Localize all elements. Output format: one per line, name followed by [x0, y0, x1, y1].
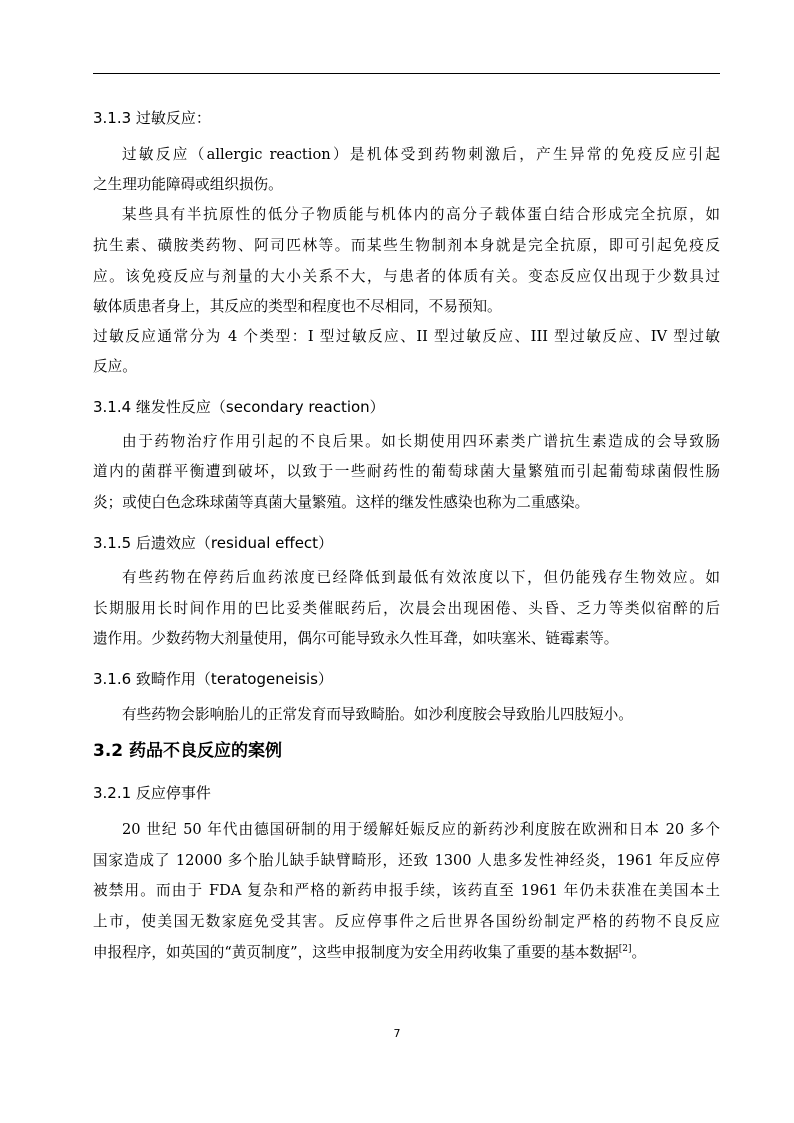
paragraph-line: 有些药物在停药后血药浓度已经降低到最低有效浓度以下，但仍能残存生物效应。如 [122, 569, 720, 586]
paragraph-line: 20 世纪 50 年代由德国研制的用于缓解妊娠反应的新药沙利度胺在欧洲和日本 20 多个 [122, 821, 720, 838]
section-heading-3-2-1: 3.2.1 反应停事件 [93, 784, 211, 802]
paragraph-line: 上市，使美国无数家庭免受其害。反应停事件之后世界各国纷纷制定严格的药物不良反应 [93, 913, 720, 930]
paragraph-line: 遗作用。少数药物大剂量使用，偶尔可能导致永久性耳聋，如呋塞米、链霉素等。 [93, 630, 619, 647]
paragraph-line: 过敏反应通常分为 4 个类型：I 型过敏反应、II 型过敏反应、III 型过敏反应、IV 型过敏 [93, 328, 720, 345]
paragraph-line: 炎；或使白色念珠球菌等真菌大量繁殖。这样的继发性感染也称为二重感染。 [93, 494, 590, 511]
section-heading-3-1-3: 3.1.3 过敏反应： [93, 109, 211, 127]
paragraph-line: 过敏反应（allergic reaction）是机体受到药物刺激后，产生异常的免疫反应引起 [122, 146, 720, 163]
paragraph-line: 之生理功能障碍或组织损伤。 [93, 176, 283, 193]
paragraph-line: 被禁用。而由于 FDA 复杂和严格的新药申报手续，该药直至 1961 年仍未获准在美国本土 [93, 882, 720, 899]
paragraph-line: 抗生素、磺胺类药物、阿司匹林等。而某些生物制剂本身就是完全抗原，即可引起免疫反 [93, 237, 720, 254]
paragraph-line: 应。该免疫反应与剂量的大小关系不大，与患者的体质有关。变态反应仅出现于少数具过 [93, 268, 720, 285]
page-number: 7 [393, 1027, 401, 1040]
paragraph-line: 有些药物会影响胎儿的正常发育而导致畸胎。如沙利度胺会导致胎儿四肢短小。 [122, 706, 633, 723]
paragraph-line: 长期服用长时间作用的巴比妥类催眠药后，次晨会出现困倦、头昏、乏力等类似宿醉的后 [93, 600, 720, 617]
paragraph-line-with-citation [93, 943, 720, 963]
paragraph-line: 某些具有半抗原性的低分子物质能与机体内的高分子载体蛋白结合形成完全抗原，如 [122, 206, 720, 223]
paragraph-line: 由于药物治疗作用引起的不良后果。如长期使用四环素类广谱抗生素造成的会导致肠 [122, 433, 720, 450]
paragraph-line: 道内的菌群平衡遭到破坏，以致于一些耐药性的葡萄球菌大量繁殖而引起葡萄球菌假性肠 [93, 463, 720, 480]
paragraph-line: 敏体质患者身上，其反应的类型和程度也不尽相同，不易预知。 [93, 298, 502, 315]
paragraph-line: 国家造成了 12000 多个胎儿缺手缺臂畸形，还致 1300 人患多发性神经炎，1961 年反应停 [93, 852, 720, 869]
section-heading-3-1-5: 3.1.5 后遗效应（residual effect） [93, 534, 334, 552]
paragraph-line: 反应。 [93, 358, 137, 375]
section-heading-3-2: 3.2 药品不良反应的案例 [93, 741, 283, 761]
section-heading-3-1-6: 3.1.6 致畸作用（teratogeneisis） [93, 670, 333, 688]
citation-ref[interactable]: [2] [618, 944, 632, 955]
header-rule [93, 73, 720, 74]
section-heading-3-1-4: 3.1.4 继发性反应（secondary reaction） [93, 398, 385, 416]
paragraph-text: 申报程序，如英国的“黄页制度”，这些申报制度为安全用药收集了重要的基本数据 [93, 944, 619, 961]
sentence-end: 。 [631, 944, 647, 961]
